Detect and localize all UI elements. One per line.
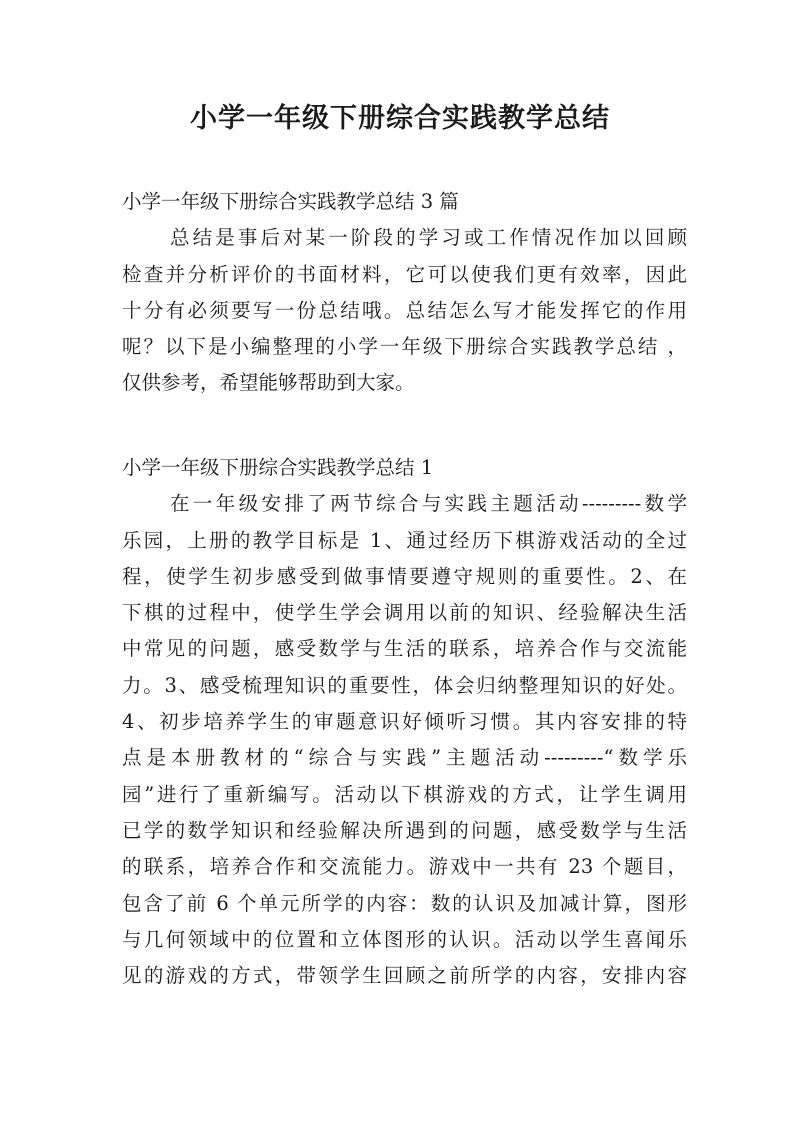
section-1-line-6: 力。3、感受梳理知识的重要性，体会归纳整理知识的好处。 bbox=[122, 673, 687, 697]
section-1-line-9: 园”进行了重新编写。活动以下棋游戏的方式，让学生调用 bbox=[122, 782, 687, 806]
section-1-heading: 小学一年级下册综合实践教学总结 1 bbox=[122, 456, 434, 479]
section-1-line-7: 4、初步培养学生的审题意识好倾听习惯。其内容安排的特 bbox=[122, 710, 687, 734]
section-1-line-2: 乐园，上册的教学目标是 1、通过经历下棋游戏活动的全过 bbox=[122, 528, 687, 552]
document-title: 小学一年级下册综合实践教学总结 bbox=[190, 103, 610, 134]
intro-line-4: 呢？以下是小编整理的小学一年级下册综合实践教学总结 ， bbox=[122, 335, 687, 359]
section-1-line-11: 的联系，培养合作和交流能力。游戏中一共有 23 个题目， bbox=[122, 855, 687, 879]
section-1-line-10: 已学的数学知识和经验解决所遇到的问题，感受数学与生活 bbox=[122, 818, 687, 842]
intro-section bbox=[122, 184, 687, 402]
intro-line-5: 仅供参考，希望能够帮助到大家。 bbox=[122, 371, 415, 395]
section-1-line-3: 程，使学生初步感受到做事情要遵守规则的重要性。2、在 bbox=[122, 564, 687, 588]
section-1-line-8: 点是本册教材的“综合与实践”主题活动---------“数学乐 bbox=[122, 746, 687, 770]
intro-line-3: 十分有必须要写一份总结哦。总结怎么写才能发挥它的作用 bbox=[122, 298, 687, 322]
section-1-line-4: 下棋的过程中，使学生学会调用以前的知识、经验解决生活 bbox=[122, 601, 687, 625]
section-1-line-1: 在一年级安排了两节综合与实践主题活动---------数学 bbox=[170, 492, 687, 516]
section-1 bbox=[122, 450, 687, 994]
section-1-line-12: 包含了前 6 个单元所学的内容：数的认识及加减计算，图形 bbox=[122, 891, 687, 915]
section-1-line-14: 见的游戏的方式，带领学生回顾之前所学的内容，安排内容 bbox=[122, 964, 687, 988]
intro-heading: 小学一年级下册综合实践教学总结 3 篇 bbox=[122, 190, 459, 213]
section-1-line-5: 中常见的问题，感受数学与生活的联系，培养合作与交流能 bbox=[122, 637, 687, 661]
section-1-line-13: 与几何领域中的位置和立体图形的认识。活动以学生喜闻乐 bbox=[122, 927, 687, 951]
intro-line-1: 总结是事后对某一阶段的学习或工作情况作加以回顾 bbox=[170, 226, 687, 250]
intro-line-2: 检查并分析评价的书面材料，它可以使我们更有效率，因此 bbox=[122, 262, 687, 286]
